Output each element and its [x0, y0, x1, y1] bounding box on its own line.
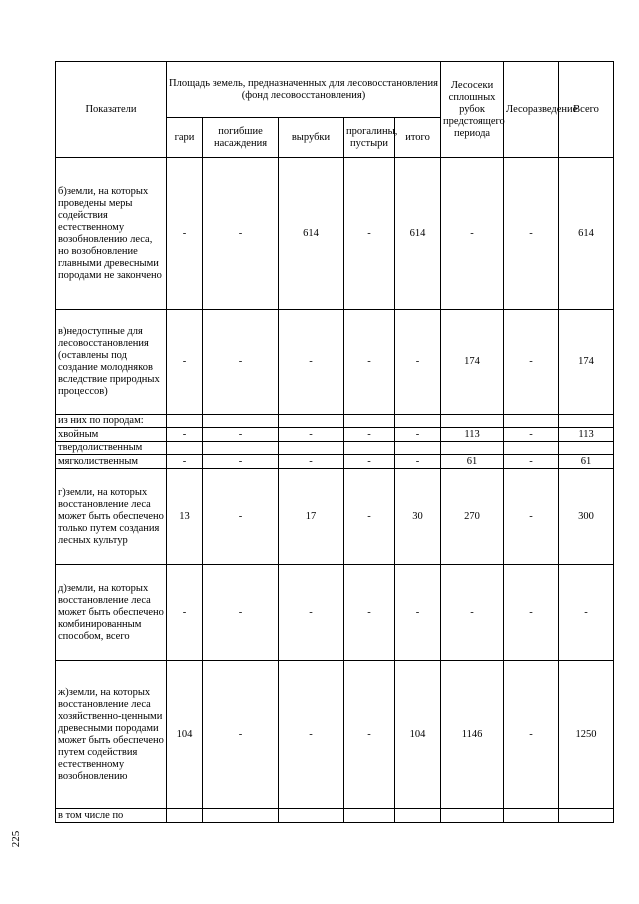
header-dead-stands: погибшие насаждения	[203, 118, 279, 158]
table-cell	[504, 442, 559, 455]
table-cell: -	[203, 158, 279, 310]
table-cell	[441, 442, 504, 455]
table-cell: -	[203, 469, 279, 565]
header-logging-areas: Лесосеки сплошных рубок предстоящего периода	[441, 62, 504, 158]
table-cell	[395, 442, 441, 455]
table-cell	[344, 442, 395, 455]
row-label: мягколиственным	[56, 455, 167, 469]
table-cell: 270	[441, 469, 504, 565]
table-cell: -	[203, 565, 279, 661]
table-cell: -	[504, 158, 559, 310]
table-cell: -	[203, 455, 279, 469]
table-cell: 30	[395, 469, 441, 565]
table-cell: -	[504, 565, 559, 661]
table-row	[56, 809, 614, 823]
table-cell	[167, 809, 203, 823]
table-cell	[203, 415, 279, 428]
table-cell: -	[395, 455, 441, 469]
table-cell: 174	[559, 310, 614, 415]
table-cell: -	[559, 565, 614, 661]
table-cell: -	[279, 565, 344, 661]
table-cell: -	[344, 310, 395, 415]
table-cell	[559, 415, 614, 428]
row-label: твердолиственным	[56, 442, 167, 455]
table-cell	[203, 809, 279, 823]
table-cell: 17	[279, 469, 344, 565]
table-cell: 614	[395, 158, 441, 310]
table-cell: -	[395, 310, 441, 415]
row-label: хвойным	[56, 428, 167, 442]
table-cell: -	[504, 661, 559, 809]
table-cell: 1250	[559, 661, 614, 809]
table-cell: -	[167, 310, 203, 415]
table-cell: -	[279, 428, 344, 442]
forest-restoration-table	[55, 61, 614, 823]
table-cell: -	[167, 158, 203, 310]
header-clearings: вырубки	[279, 118, 344, 158]
table-cell: -	[279, 455, 344, 469]
row-label: б)земли, на которых проведены меры содействия естественному возобновлению леса, но возобновление главными древесными породами не закончено	[56, 158, 167, 310]
table-cell	[279, 415, 344, 428]
table-row	[56, 158, 614, 310]
table-cell: -	[395, 565, 441, 661]
table-cell	[395, 809, 441, 823]
header-restoration-fund: Площадь земель, предназначенных для лесовосстановления (фонд лесовосстановления)	[167, 62, 441, 118]
table-cell	[279, 809, 344, 823]
header-total: Всего	[559, 62, 614, 158]
table-cell: -	[441, 158, 504, 310]
header-forest-breeding: Лесоразведение	[504, 62, 559, 158]
header-indicator: Показатели	[56, 62, 167, 158]
table-cell: -	[344, 158, 395, 310]
row-label: из них по породам:	[56, 415, 167, 428]
header-subtotal: итого	[395, 118, 441, 158]
table-cell: -	[279, 661, 344, 809]
table-cell: -	[395, 428, 441, 442]
table-cell: -	[504, 428, 559, 442]
table-cell: 300	[559, 469, 614, 565]
row-label: ж)земли, на которых восстановление леса хозяйственно-ценными древесными породами может быть обеспечено путем содействия естественному возобновлению	[56, 661, 167, 809]
table-cell: -	[203, 661, 279, 809]
table-cell: -	[344, 455, 395, 469]
table-cell: 61	[559, 455, 614, 469]
table-cell: 174	[441, 310, 504, 415]
table-cell: 614	[279, 158, 344, 310]
table-row	[56, 469, 614, 565]
table-cell	[441, 415, 504, 428]
row-label: д)земли, на которых восстановление леса может быть обеспечено комбинированным способом, всего	[56, 565, 167, 661]
table-row	[56, 565, 614, 661]
header-glades: прогалины, пустыри	[344, 118, 395, 158]
table-cell: 1146	[441, 661, 504, 809]
row-label: в том числе по	[56, 809, 167, 823]
row-label: в)недоступные для лесовосстановления (оставлены под создание молодняков вследствие природных процессов)	[56, 310, 167, 415]
table-cell	[559, 442, 614, 455]
table-row	[56, 415, 614, 428]
table-cell: -	[504, 455, 559, 469]
table-cell: 104	[395, 661, 441, 809]
table-cell: -	[504, 469, 559, 565]
table-cell	[504, 809, 559, 823]
header-burnt: гари	[167, 118, 203, 158]
table-cell: -	[344, 428, 395, 442]
table-cell	[203, 442, 279, 455]
table-cell: 113	[441, 428, 504, 442]
table-cell: -	[279, 310, 344, 415]
table-cell: 61	[441, 455, 504, 469]
table-cell	[279, 442, 344, 455]
page-number: 225	[10, 830, 22, 848]
table-cell	[504, 415, 559, 428]
table-cell: -	[344, 661, 395, 809]
table-cell	[395, 415, 441, 428]
table-cell	[167, 415, 203, 428]
table-cell: -	[203, 428, 279, 442]
table-row	[56, 428, 614, 442]
table-cell: 13	[167, 469, 203, 565]
table-cell: 113	[559, 428, 614, 442]
table-row	[56, 455, 614, 469]
table-cell: -	[441, 565, 504, 661]
table-cell	[344, 415, 395, 428]
table-cell: 614	[559, 158, 614, 310]
table-cell: -	[344, 469, 395, 565]
table-cell: 104	[167, 661, 203, 809]
table-cell	[441, 809, 504, 823]
table-cell	[559, 809, 614, 823]
table-cell: -	[167, 565, 203, 661]
table-cell: -	[504, 310, 559, 415]
row-label: г)земли, на которых восстановление леса может быть обеспечено только путем создания лесных культур	[56, 469, 167, 565]
table-cell: -	[344, 565, 395, 661]
table-cell: -	[203, 310, 279, 415]
table-cell: -	[167, 455, 203, 469]
table-cell	[344, 809, 395, 823]
table-cell: -	[167, 428, 203, 442]
table-row	[56, 661, 614, 809]
table-row	[56, 310, 614, 415]
table-cell	[167, 442, 203, 455]
table-row	[56, 442, 614, 455]
